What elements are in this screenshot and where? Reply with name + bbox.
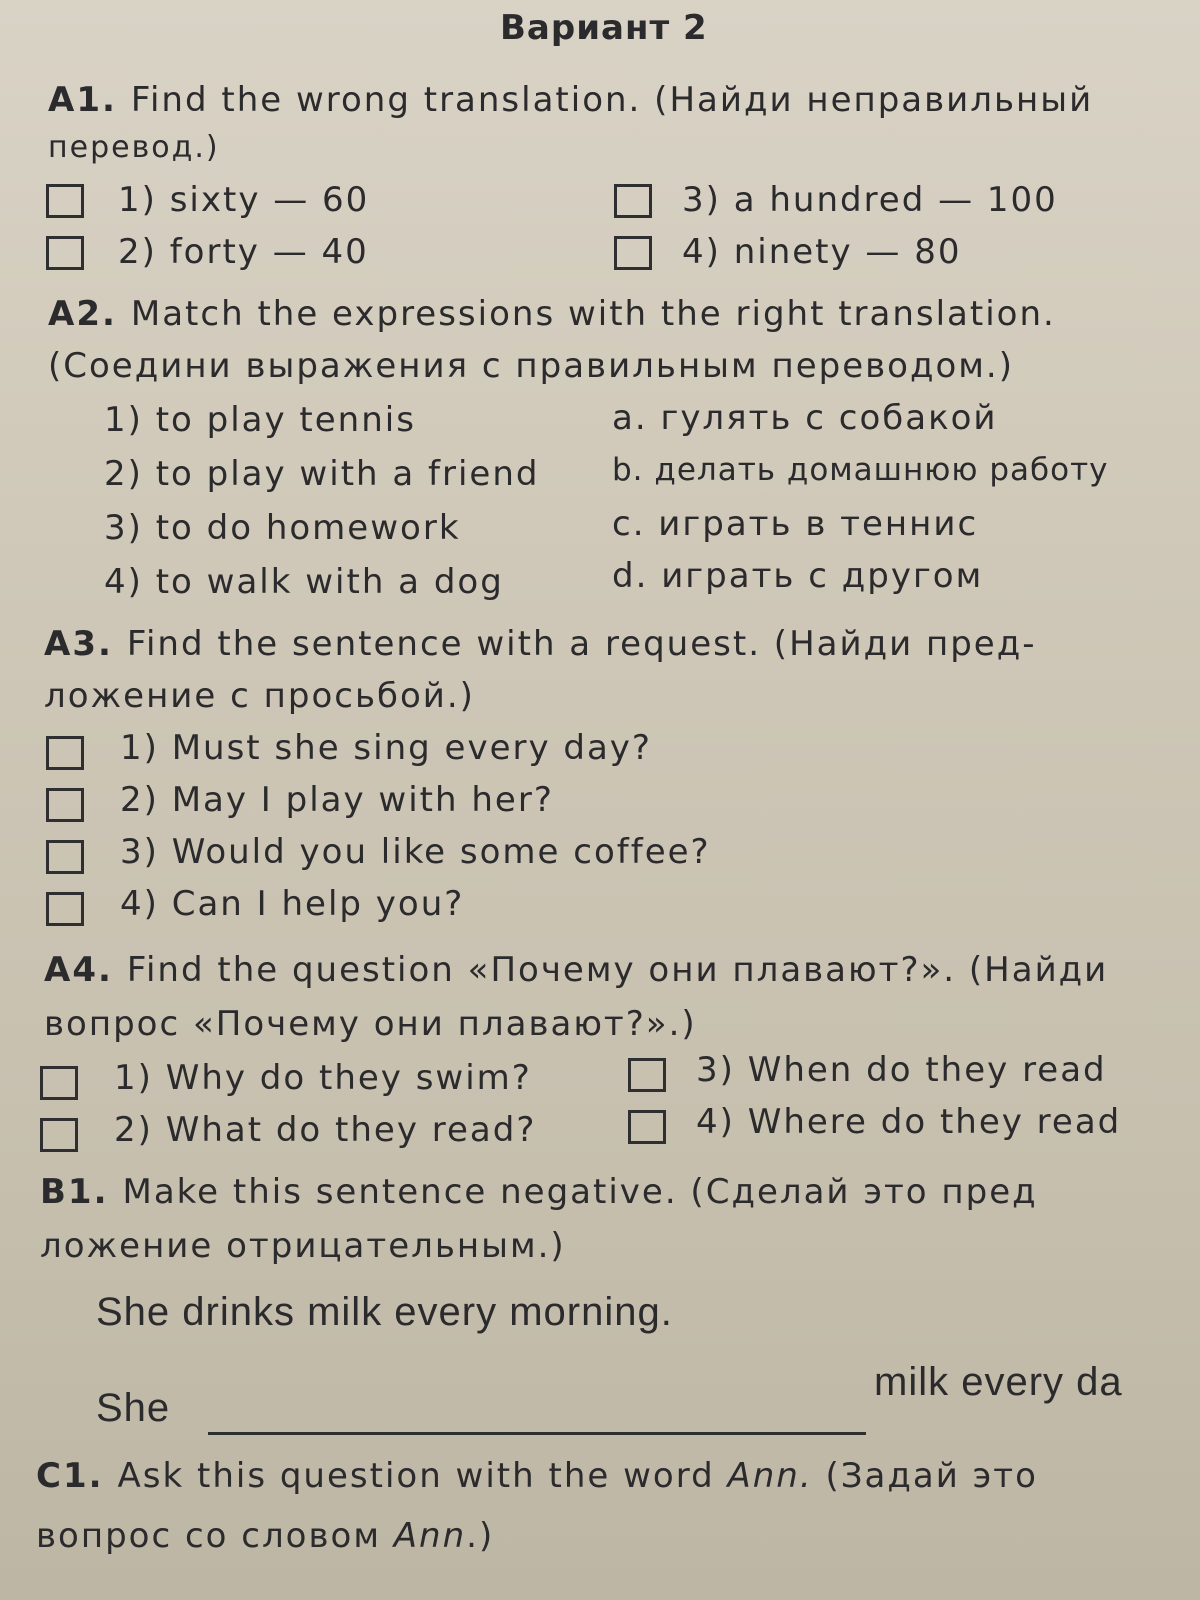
a1-label: А1. — [48, 80, 117, 120]
a2-translation-d: d. играть с другом — [612, 556, 984, 596]
page-title: Вариант 2 — [500, 8, 708, 48]
a2-expression-3: 3) to do homework — [104, 508, 461, 548]
c1-instruction-cont-end: .) — [466, 1516, 495, 1556]
b1-label: В1. — [40, 1172, 109, 1212]
a4-instruction-cont: вопрос «Почему они плавают?».) — [44, 1004, 697, 1044]
b1-answer-end: milk every da — [874, 1360, 1123, 1404]
a4-option-4: 4) Where do they read — [696, 1102, 1122, 1142]
c1-instruction-cont — [36, 1516, 494, 1556]
b1-answer-start: She — [96, 1386, 171, 1430]
a1-option-1-checkbox[interactable] — [46, 184, 84, 218]
a3-label: А3. — [44, 624, 113, 664]
a3-option-1: 1) Must she sing every day? — [120, 728, 652, 768]
b1-answer-blank[interactable] — [208, 1432, 866, 1435]
a4-option-4-checkbox[interactable] — [628, 1110, 666, 1144]
a4-label: А4. — [44, 950, 113, 990]
a2-instruction-text: Match the expressions with the right translation. — [130, 294, 1056, 334]
a1-option-3-checkbox[interactable] — [614, 184, 652, 218]
a3-instruction — [44, 624, 1036, 664]
a1-instruction-cont: перевод.) — [48, 130, 220, 165]
a2-expression-4: 4) to walk with a dog — [104, 562, 504, 602]
a3-instruction-text: Find the sentence with a request. (Найди пред- — [126, 624, 1037, 664]
c1-label: С1. — [36, 1456, 104, 1496]
a4-instruction — [44, 950, 1108, 990]
a3-option-2: 2) May I play with her? — [120, 780, 554, 820]
a1-option-2-checkbox[interactable] — [46, 236, 84, 270]
a4-option-1-checkbox[interactable] — [40, 1066, 78, 1100]
c1-instruction-start: Ask this question with the word — [117, 1456, 715, 1496]
a1-option-1: 1) sixty — 60 — [118, 180, 370, 220]
a1-option-2: 2) forty — 40 — [118, 232, 369, 272]
c1-instruction-cont-word: Ann — [393, 1516, 467, 1556]
a3-option-4-checkbox[interactable] — [46, 892, 84, 926]
a4-instruction-text: Find the question «Почему они плавают?». (Найди — [126, 950, 1109, 990]
a4-option-1: 1) Why do they swim? — [114, 1058, 532, 1098]
a2-translation-b: b. делать домашнюю работу — [612, 452, 1109, 488]
b1-instruction-cont: ложение отрицательным.) — [40, 1226, 566, 1266]
a1-instruction-text: Find the wrong translation. (Найди неправильный — [130, 80, 1094, 120]
a1-option-4-checkbox[interactable] — [614, 236, 652, 270]
a4-option-3-checkbox[interactable] — [628, 1058, 666, 1092]
a3-option-3: 3) Would you like some coffee? — [120, 832, 711, 872]
a2-instruction — [48, 294, 1056, 334]
c1-instruction — [36, 1456, 1038, 1496]
a3-option-4: 4) Can I help you? — [120, 884, 465, 924]
a2-expression-1: 1) to play tennis — [104, 400, 416, 440]
a4-option-2-checkbox[interactable] — [40, 1118, 78, 1152]
c1-instruction-word: Ann. — [727, 1456, 813, 1496]
b1-instruction — [40, 1172, 1038, 1212]
a1-option-3: 3) a hundred — 100 — [682, 180, 1058, 220]
a2-expression-2: 2) to play with a friend — [104, 454, 540, 494]
a2-label: А2. — [48, 294, 117, 334]
a4-option-2: 2) What do they read? — [114, 1110, 537, 1150]
a3-option-3-checkbox[interactable] — [46, 840, 84, 874]
a1-option-4: 4) ninety — 80 — [682, 232, 962, 272]
a3-option-1-checkbox[interactable] — [46, 736, 84, 770]
a3-instruction-cont: ложение с просьбой.) — [44, 676, 475, 716]
a2-translation-a: a. гулять с собакой — [612, 398, 998, 438]
b1-instruction-text: Make this sentence negative. (Сделай это пред — [122, 1172, 1038, 1212]
a2-translation-c: c. играть в теннис — [612, 504, 979, 544]
c1-instruction-cont-start: вопрос со словом — [36, 1516, 381, 1556]
a4-option-3: 3) When do they read — [696, 1050, 1107, 1090]
a2-instruction-cont: (Соедини выражения с правильным переводом.) — [48, 346, 1014, 386]
c1-instruction-end: (Задай это — [825, 1456, 1038, 1496]
a3-option-2-checkbox[interactable] — [46, 788, 84, 822]
a1-instruction — [48, 80, 1093, 120]
b1-sentence: She drinks milk every morning. — [96, 1290, 673, 1334]
